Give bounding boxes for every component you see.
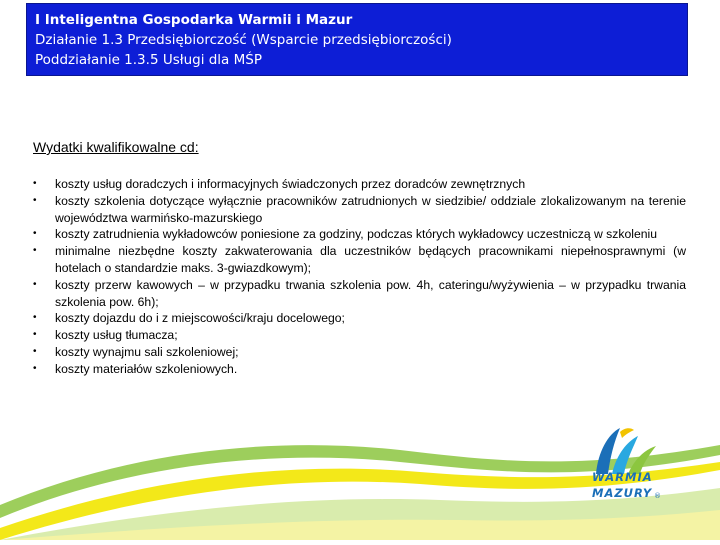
measure-title: Działanie 1.3 Przedsiębiorczość (Wsparcie przedsiębiorczości) [35,32,452,48]
list-item [33,243,686,277]
bullet-icon: • [33,228,37,240]
list-item [33,277,686,311]
list-item-text: koszty usług tłumacza; [55,328,178,343]
bullet-icon: • [33,278,37,290]
list-item-text: koszty szkolenia dotyczące wyłącznie pracowników zatrudnionych w siedzibie/ oddziale zlokalizowanym na terenie województwa warmińsko-mazurskiego [55,193,686,225]
list-item-text: minimalne niezbędne koszty zakwaterowania dla uczestników będących pracownikami niepełnosprawnymi (w hotelach o standardzie maks. 3-gwiazdkowym); [55,244,686,275]
bullet-icon: • [33,194,37,206]
expense-list [33,176,686,378]
list-item-text: koszty usług doradczych i informacyjnych świadczonych przez doradców zewnętrznych [55,177,526,191]
list-item-text: koszty wynajmu sali szkoleniowej; [55,344,239,359]
list-item-text: koszty przerw kawowych – w przypadku trwania szkolenia pow. 4h, cateringu/wyżywienia – w przypadku trwania szkolenia pow. 6h); [55,277,686,309]
footer-decoration [0,400,720,540]
list-item [33,310,686,327]
list-item [33,361,686,378]
bullet-icon: • [33,312,37,324]
list-item [33,226,686,243]
logo-word-warmia: WARMIA [592,470,653,484]
list-item [33,344,686,361]
bullet-icon: • [33,178,37,189]
list-item-text: koszty dojazdu do i z miejscowości/kraju docelowego; [55,311,345,326]
list-item-text: koszty materiałów szkoleniowych. [55,361,238,376]
title-banner [26,3,688,76]
list-item [33,176,686,193]
submeasure-title: Poddziałanie 1.3.5 Usługi dla MŚP [35,52,262,68]
list-item [33,327,686,344]
list-item-text: koszty zatrudnienia wykładowców poniesione za godziny, podczas których wykładowcy uczestniczą w szkoleniu [55,227,657,242]
registered-mark: ® [654,492,661,500]
list-item [33,193,686,227]
bullet-icon: • [33,329,37,341]
bullet-icon: • [33,362,37,374]
program-title: I Inteligentna Gospodarka Warmii i Mazur [35,12,353,28]
bullet-icon: • [33,245,37,257]
section-title: Wydatki kwalifikowalne cd: [33,139,199,155]
bullet-icon: • [33,345,37,357]
logo-word-mazury: MAZURY [592,486,653,500]
